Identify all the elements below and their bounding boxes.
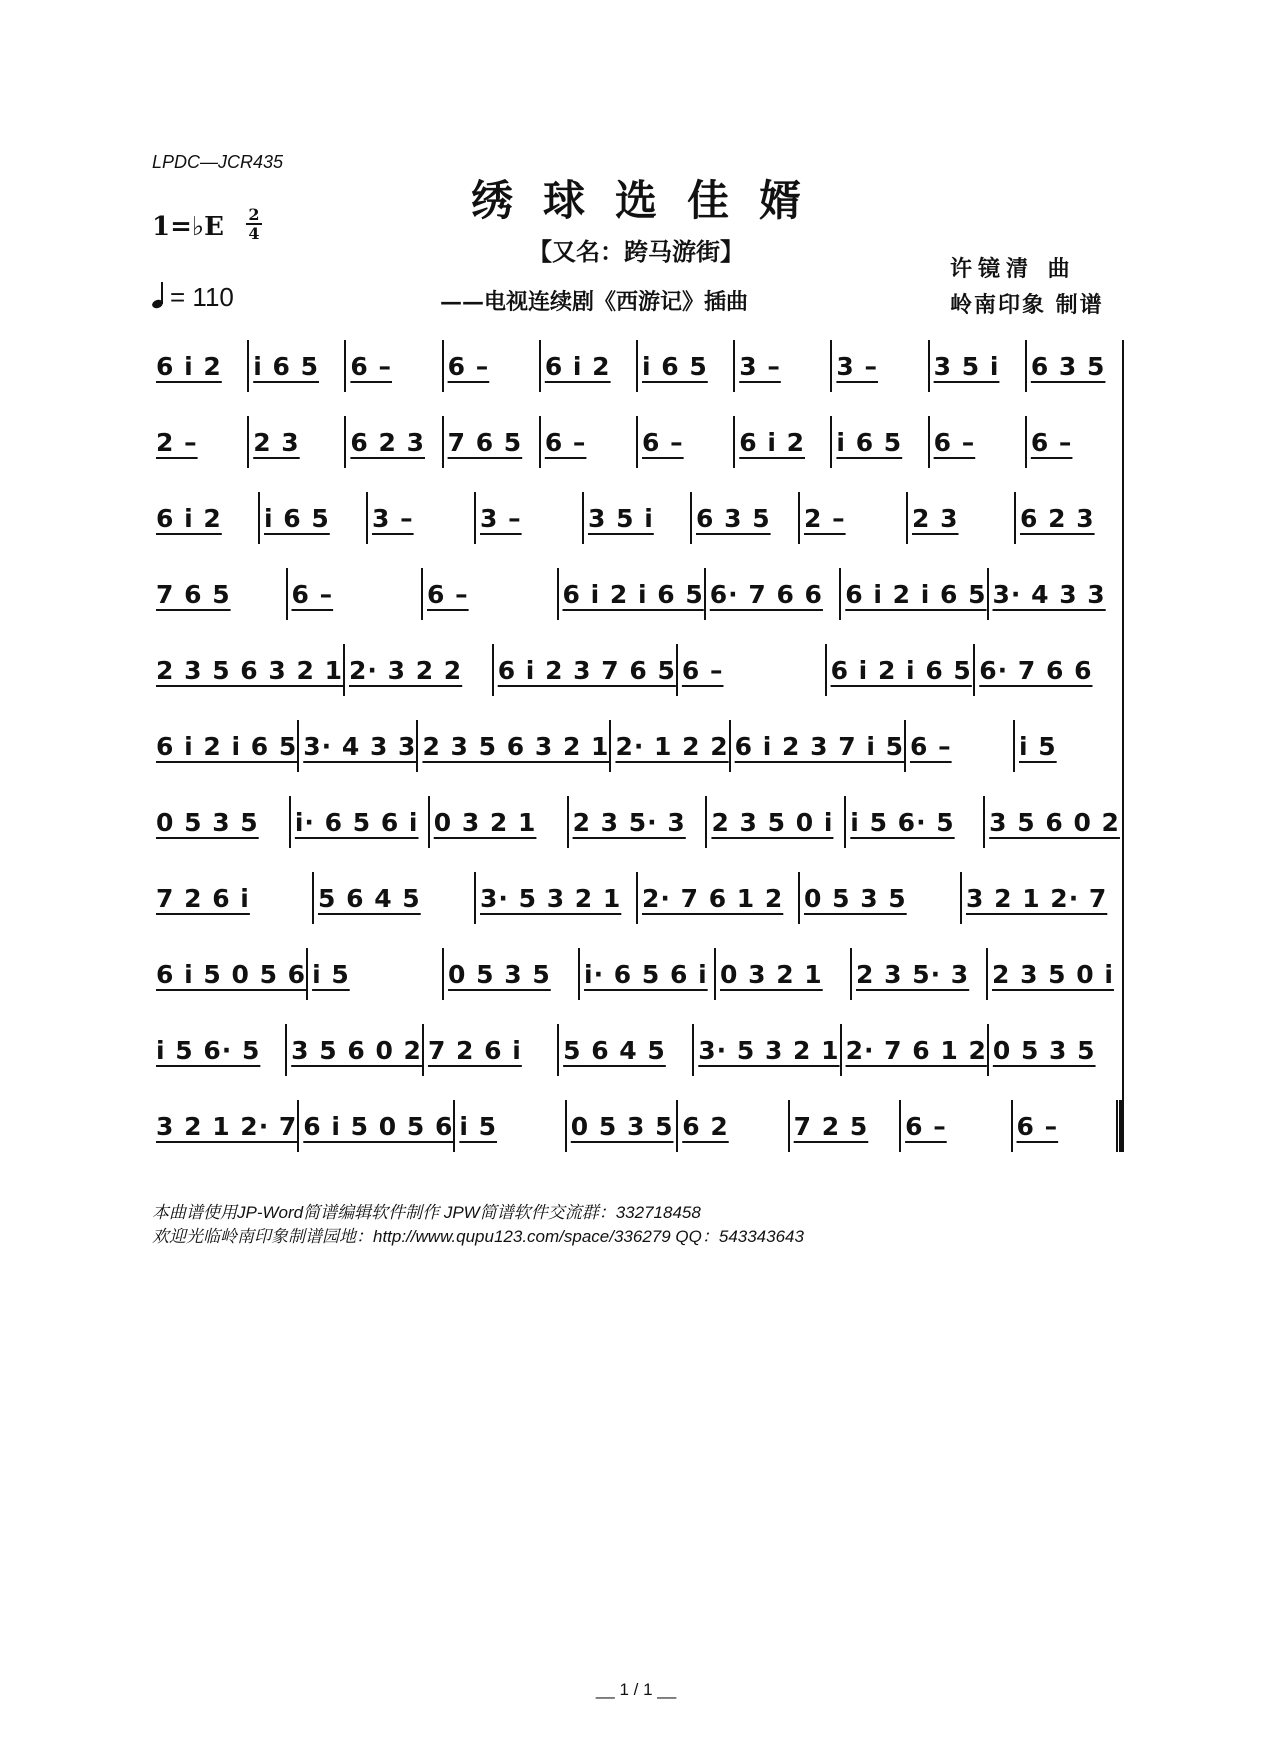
measure-notes: 6 i 2 3 7 6 5 — [497, 655, 676, 685]
measure-notes: 6 – — [427, 579, 469, 609]
song-subtitle: ——电视连续剧《西游记》插曲 — [440, 289, 749, 315]
measure — [930, 340, 1027, 392]
measure — [444, 416, 541, 468]
measure-notes: 6 2 3 — [1020, 503, 1095, 533]
measure-notes: 2 – — [156, 427, 198, 457]
measure — [430, 796, 569, 848]
measure — [842, 1024, 989, 1076]
measure-notes: 3 – — [480, 503, 522, 533]
measure — [152, 340, 249, 392]
measure-notes: 3· 5 3 2 1 — [480, 883, 622, 913]
measure — [638, 340, 735, 392]
measure — [611, 720, 730, 772]
measure — [299, 1100, 455, 1152]
measure — [706, 568, 842, 620]
time-signature — [246, 206, 262, 242]
measure-notes: i 6 5 — [253, 351, 319, 381]
measure — [569, 796, 708, 848]
measure-notes: 3 2 1 2· 7 — [966, 883, 1108, 913]
measure — [444, 948, 580, 1000]
measure-notes: 3 – — [836, 351, 879, 381]
measure-notes: 7 2 5 — [793, 1111, 869, 1141]
measure-notes: 3 – — [372, 503, 414, 533]
measure-notes: i 5 — [1019, 731, 1057, 761]
footer-software-note: 本曲谱使用JP-Word简谱编辑软件制作 JPW简谱软件交流群：332718458 — [152, 1203, 701, 1222]
measure — [962, 872, 1122, 924]
measure — [152, 416, 249, 468]
measure-notes: 2 3 — [253, 427, 300, 457]
final-barline — [1116, 1100, 1124, 1152]
measure — [731, 720, 906, 772]
measure-notes: 2 3 5 0 i — [991, 959, 1114, 989]
measure-notes: 6 i 2 i 6 5 — [156, 731, 298, 761]
measure — [580, 948, 716, 1000]
measure — [827, 644, 976, 696]
measure-notes: 6 – — [544, 427, 587, 457]
measure-notes: 6 – — [350, 351, 393, 381]
measure-notes: 6 i 2 3 7 i 5 — [734, 731, 904, 761]
measure-notes: 6· 7 6 6 — [709, 579, 823, 609]
measure — [901, 1100, 1012, 1152]
measure-notes: 2 3 5 0 i — [711, 807, 834, 837]
measure — [735, 340, 832, 392]
measure — [423, 568, 559, 620]
measure-notes: 6 3 5 — [1030, 351, 1106, 381]
measure-notes: 2· 7 6 1 2 — [845, 1035, 987, 1065]
measure-notes: i 5 — [459, 1111, 498, 1141]
measure — [299, 720, 418, 772]
measure — [152, 796, 291, 848]
measure-notes: 2 3 5 6 3 2 1 — [156, 655, 343, 685]
score-line — [152, 948, 1124, 1024]
measure-notes: 6 i 2 i 6 5 — [845, 579, 987, 609]
measure — [287, 1024, 424, 1076]
measure — [678, 644, 827, 696]
measure-notes: 6 2 — [682, 1111, 729, 1141]
score-code: LPDC—JCR435 — [152, 152, 284, 172]
measure — [852, 948, 988, 1000]
measure-notes: 6 i 5 0 5 6 — [303, 1111, 454, 1141]
measure — [152, 1100, 299, 1152]
song-title: 绣球选佳婿 — [470, 176, 831, 225]
measure — [638, 416, 735, 468]
measure-notes: 3 5 i — [933, 351, 1000, 381]
measure-notes: 0 3 2 1 — [433, 807, 537, 837]
composer-credit: 许镜清 曲 — [950, 256, 1076, 282]
measure — [152, 948, 308, 1000]
measure — [346, 340, 443, 392]
measure-notes: i 5 6· 5 — [156, 1035, 261, 1065]
measure-notes: 3 – — [739, 351, 781, 381]
measure-notes: 7 2 6 i — [156, 883, 250, 913]
measure-notes: 2· 1 2 2 — [615, 731, 729, 761]
measure-notes: 0 5 3 5 — [570, 1111, 674, 1141]
measure — [1027, 340, 1122, 392]
measure-notes: 0 5 3 5 — [992, 1035, 1096, 1065]
measure-notes: 0 5 3 5 — [156, 807, 259, 837]
measure — [418, 720, 611, 772]
measure-notes: 2· 7 6 1 2 — [642, 883, 784, 913]
score-line — [152, 340, 1124, 416]
measure-notes: 5 6 4 5 — [563, 1035, 666, 1065]
measure — [567, 1100, 678, 1152]
measure-notes: 7 6 5 — [156, 579, 231, 609]
measure — [1027, 416, 1122, 468]
measure-notes: 6 2 3 — [350, 427, 425, 457]
measure — [455, 1100, 566, 1152]
tempo-marking — [152, 282, 234, 313]
measure-notes: 6 – — [681, 655, 724, 685]
measure-notes: 6 i 2 i 6 5 — [830, 655, 972, 685]
score-line — [152, 720, 1124, 796]
measure — [152, 720, 299, 772]
score-body — [152, 340, 1124, 1184]
measure — [345, 644, 494, 696]
measure-notes: 6 – — [905, 1111, 947, 1141]
measure-notes: 2 3 5· 3 — [572, 807, 686, 837]
measure-notes: 6 – — [1030, 427, 1073, 457]
measure-notes: 2 3 5· 3 — [856, 959, 970, 989]
measure-notes: i 6 5 — [836, 427, 903, 457]
measure-notes: 6 i 2 — [739, 427, 805, 457]
measure — [541, 416, 638, 468]
measure-notes: 0 5 3 5 — [804, 883, 907, 913]
measure-notes: 3 5 6 0 2 — [989, 807, 1120, 837]
measure — [152, 644, 345, 696]
measure-notes: i· 6 5 6 i — [584, 959, 708, 989]
measure — [559, 1024, 694, 1076]
score-line — [152, 644, 1124, 720]
measure-notes: i 5 6· 5 — [850, 807, 955, 837]
measure-notes: i 6 5 — [264, 503, 330, 533]
measure-notes: i 6 5 — [642, 351, 708, 381]
measure — [308, 948, 444, 1000]
measure-notes: 3· 4 3 3 — [992, 579, 1106, 609]
score-line — [152, 796, 1124, 872]
measure-notes: 6 – — [642, 427, 684, 457]
measure — [906, 720, 1015, 772]
measure — [735, 416, 832, 468]
measure-notes: 6 i 2 — [156, 351, 222, 381]
measure — [678, 1100, 789, 1152]
measure — [584, 492, 692, 544]
measure — [832, 340, 929, 392]
score-line — [152, 1024, 1124, 1100]
tempo-value: = 110 — [170, 282, 234, 312]
time-signature-top: 2 — [248, 205, 260, 224]
time-signature-bottom: 4 — [248, 224, 260, 243]
measure — [694, 1024, 841, 1076]
measure-notes: 6 – — [291, 579, 334, 609]
measure — [790, 1100, 901, 1152]
measure — [800, 492, 908, 544]
score-line — [152, 1100, 1124, 1184]
measure — [1016, 492, 1122, 544]
measure — [424, 1024, 559, 1076]
measure-notes: 6· 7 6 6 — [979, 655, 1093, 685]
measure — [152, 1024, 287, 1076]
measure — [476, 872, 638, 924]
measure — [152, 872, 314, 924]
measure — [288, 568, 424, 620]
measure-notes: 3 5 i — [588, 503, 654, 533]
measure — [989, 568, 1123, 620]
measure — [692, 492, 800, 544]
measure-notes: 6 – — [1016, 1111, 1059, 1141]
measure-notes: 6 i 2 — [544, 351, 611, 381]
measure — [716, 948, 852, 1000]
footer-website-note: 欢迎光临岭南印象制谱园地：http://www.qupu123.com/space/336279 QQ：543343643 — [152, 1227, 804, 1246]
measure-notes: 0 5 3 5 — [448, 959, 551, 989]
measure — [1015, 720, 1122, 772]
measure — [152, 492, 260, 544]
measure-notes: 3· 5 3 2 1 — [698, 1035, 840, 1065]
measure — [541, 340, 638, 392]
score-line — [152, 568, 1124, 644]
measure — [832, 416, 929, 468]
measure — [476, 492, 584, 544]
measure — [989, 1024, 1122, 1076]
measure — [559, 568, 706, 620]
measure — [988, 948, 1122, 1000]
measure — [707, 796, 846, 848]
measure — [249, 340, 346, 392]
notator-credit: 岭南印象 制谱 — [950, 292, 1104, 318]
measure — [841, 568, 988, 620]
measure-notes: 5 6 4 5 — [318, 883, 421, 913]
measure — [930, 416, 1027, 468]
measure-notes: 3 5 6 0 2 — [291, 1035, 422, 1065]
measure-notes: 7 2 6 i — [427, 1035, 522, 1065]
measure-notes: 6 – — [447, 351, 490, 381]
measure — [638, 872, 800, 924]
measure — [975, 644, 1122, 696]
measure — [908, 492, 1016, 544]
quarter-note-icon — [152, 282, 166, 308]
measure — [846, 796, 985, 848]
measure-notes: 7 6 5 — [447, 427, 523, 457]
measure — [494, 644, 678, 696]
measure-notes: 0 3 2 1 — [720, 959, 823, 989]
measure — [800, 872, 962, 924]
page-number: __ 1 / 1 __ — [595, 1680, 677, 1699]
measure — [291, 796, 430, 848]
measure — [314, 872, 476, 924]
measure-notes: 6 – — [910, 731, 952, 761]
measure-notes: 2 3 — [912, 503, 959, 533]
measure-notes: 6 i 5 0 5 6 — [156, 959, 307, 989]
measure-notes: 6 i 2 i 6 5 — [562, 579, 704, 609]
measure — [260, 492, 368, 544]
score-line — [152, 492, 1124, 568]
measure — [346, 416, 443, 468]
measure-notes: i· 6 5 6 i — [294, 807, 419, 837]
score-line — [152, 872, 1124, 948]
measure-notes: 2 – — [804, 503, 846, 533]
measure — [152, 568, 288, 620]
measure-notes: 2 3 5 6 3 2 1 — [422, 731, 610, 761]
measure-notes: i 5 — [312, 959, 350, 989]
measure-notes: 2· 3 2 2 — [349, 655, 463, 685]
measure-notes: 6 3 5 — [696, 503, 771, 533]
measure — [368, 492, 476, 544]
measure-notes: 6 – — [933, 427, 976, 457]
measure — [985, 796, 1122, 848]
song-alias: 【又名：跨马游街】 — [528, 237, 744, 266]
measure-notes: 3· 4 3 3 — [303, 731, 417, 761]
measure-notes: 3 2 1 2· 7 — [156, 1111, 298, 1141]
score-line — [152, 416, 1124, 492]
measure — [444, 340, 541, 392]
measure — [249, 416, 346, 468]
key-signature: 1=♭E — [152, 212, 224, 242]
measure-notes: 6 i 2 — [156, 503, 222, 533]
measure — [1013, 1100, 1124, 1152]
